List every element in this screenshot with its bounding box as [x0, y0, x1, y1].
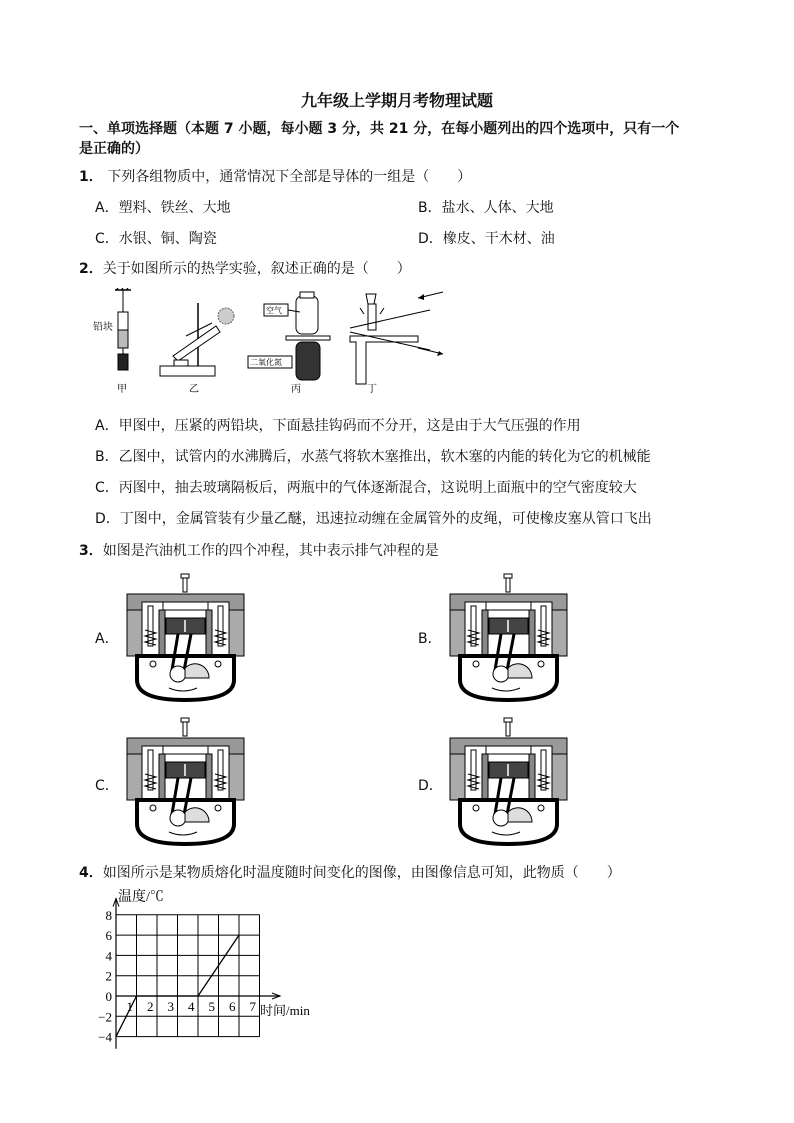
- x-tick-label: 2: [147, 999, 154, 1014]
- engine-diagram-c: [123, 716, 248, 848]
- q3-option-d[interactable]: D．: [418, 778, 443, 794]
- q1-option-d[interactable]: D．橡皮、干木材、油: [418, 231, 555, 247]
- section-header-line1: 一、单项选择题（本题 7 小题，每小题 3 分，共 21 分，在每小题列出的四个选项中，只有一个: [79, 121, 680, 137]
- chart-axes: [113, 899, 280, 1049]
- figure-jia: [93, 288, 131, 395]
- question-1: [79, 166, 471, 186]
- lead-label: 铅块: [93, 322, 113, 333]
- q1-option-c[interactable]: C．水银、铜、陶瓷: [95, 231, 217, 247]
- chart-grid: [116, 915, 260, 1037]
- q2-option-a[interactable]: A．甲图中，压紧的两铅块，下面悬挂钩码而不分开，这是由于大气压强的作用: [95, 418, 581, 434]
- question-3: [79, 540, 439, 560]
- q1-option-b[interactable]: B．盐水、人体、大地: [418, 200, 554, 216]
- figure-yi: [160, 303, 234, 395]
- question-stem: 如图是汽油机工作的四个冲程，其中表示排气冲程的是: [102, 543, 439, 559]
- figure-bing: [248, 292, 330, 395]
- question-number: 3．: [79, 543, 103, 559]
- question-stem: 关于如图所示的热学实验，叙述正确的是（ ）: [102, 261, 411, 277]
- y-tick-label: −2: [98, 1009, 112, 1025]
- y-axis-label: 温度/℃: [118, 890, 164, 905]
- question-number: 2．: [79, 261, 103, 277]
- x-tick-label: 4: [188, 999, 195, 1014]
- caption-yi: 乙: [189, 384, 199, 395]
- x-tick-label: 6: [229, 999, 236, 1014]
- y-tick-label: −4: [98, 1029, 112, 1045]
- y-tick-label: 6: [105, 928, 112, 944]
- y-tick-label: 4: [105, 948, 112, 964]
- page-title: 九年级上学期月考物理试题: [300, 91, 493, 110]
- q3-option-c[interactable]: C．: [95, 778, 119, 794]
- x-tick-label: 3: [167, 999, 174, 1014]
- caption-jia: 甲: [117, 384, 127, 395]
- air-label: 空气: [266, 306, 282, 315]
- engine-diagram-a: [123, 572, 248, 704]
- q2-option-d[interactable]: D．丁图中，金属管装有少量乙醚，迅速拉动缠在金属管外的皮绳，可使橡皮塞从管口飞出: [95, 511, 652, 527]
- no2-label: 二氧化氮: [250, 358, 282, 367]
- q3-option-b[interactable]: B．: [418, 631, 442, 647]
- y-tick-label: 0: [105, 989, 112, 1004]
- x-axis-label: 时间/min: [260, 1003, 310, 1018]
- question-number: 1．: [79, 169, 103, 185]
- melting-curve-chart: [88, 884, 328, 1054]
- x-tick-label: 5: [208, 999, 215, 1014]
- q3-option-a[interactable]: A．: [95, 631, 119, 647]
- y-tick-label: 8: [105, 907, 112, 923]
- caption-bing: 丙: [291, 384, 301, 395]
- engine-diagram-d: [446, 716, 571, 848]
- figure-ding: [350, 292, 443, 395]
- q2-option-c[interactable]: C．丙图中，抽去玻璃隔板后，两瓶中的气体逐渐混合，这说明上面瓶中的空气密度较大: [95, 480, 637, 496]
- q2-option-b[interactable]: B．乙图中，试管内的水沸腾后，水蒸气将软木塞推出，软木塞的内能的转化为它的机械能: [95, 449, 651, 465]
- x-tick-label: 7: [249, 999, 256, 1014]
- q1-option-a[interactable]: A．塑料、铁丝、大地: [95, 200, 231, 216]
- question-4: [79, 862, 621, 882]
- question-number: 4．: [79, 865, 103, 881]
- y-tick-label: 2: [105, 968, 112, 984]
- question-stem: 如图所示是某物质熔化时温度随时间变化的图像，由图像信息可知，此物质（ ）: [102, 865, 621, 881]
- thermal-experiments-figure: [88, 288, 448, 398]
- caption-ding: 丁: [367, 384, 377, 395]
- question-2: [79, 258, 411, 278]
- section-header-line2: 是正确的）: [79, 141, 149, 157]
- question-stem: 下列各组物质中，通常情况下全部是导体的一组是（ ）: [102, 169, 472, 185]
- engine-diagram-b: [446, 572, 571, 704]
- x-tick-label: 1: [126, 999, 133, 1014]
